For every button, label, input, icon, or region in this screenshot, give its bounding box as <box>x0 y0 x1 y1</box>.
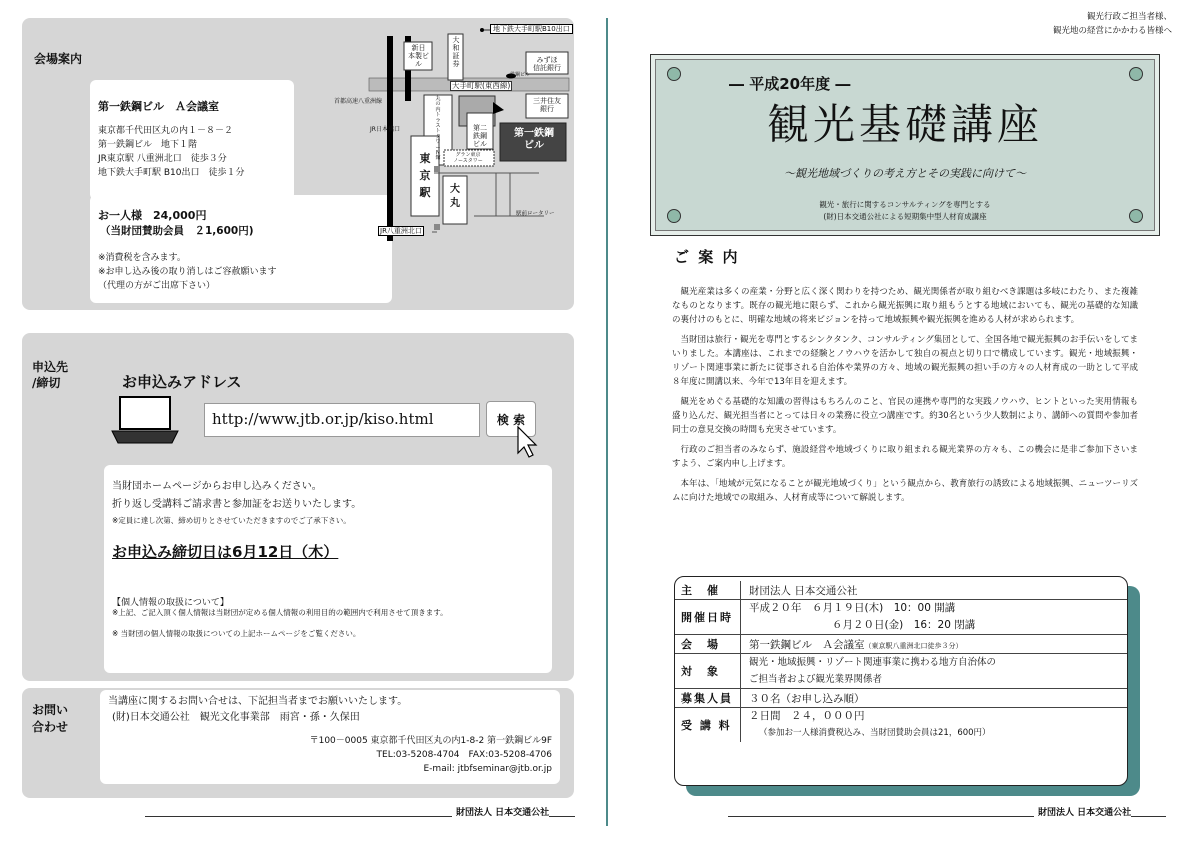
cursor-arrow-icon <box>516 425 540 459</box>
map-label-jr-yaesu: JR八重洲北口 <box>380 227 422 235</box>
row-value: 観光・地域振興・リゾート関連事業に携わる地方自治体の <box>749 657 997 668</box>
table-row <box>675 654 1127 689</box>
venue-map <box>314 18 576 258</box>
deadline-text: お申込み締切日は6月12日（木） <box>112 543 339 561</box>
contact-address: 〒100－0005 東京都千代田区丸の内1-8-2 第一鉄鋼ビル9F <box>309 736 552 746</box>
row-key: 開催日時 <box>675 600 741 634</box>
contact-box <box>100 690 560 784</box>
url-text: http://www.jtb.or.jp/kiso.html <box>212 410 434 428</box>
row-value: 平成２０年 ６月１９日(木) 10：00 開講 <box>749 602 956 614</box>
address-line: JR東京駅 八重洲北口 徒歩３分 <box>98 154 227 164</box>
venue-address-box <box>90 80 294 200</box>
pin-icon <box>1129 67 1143 81</box>
right-page <box>608 0 1190 841</box>
table-row <box>675 689 1127 708</box>
guide-body <box>672 285 1138 511</box>
table-row <box>675 708 1127 742</box>
venue-panel <box>22 18 574 310</box>
exit-marker <box>434 224 440 230</box>
info-table <box>674 576 1128 786</box>
apply-heading: 申込先 /締切 <box>32 360 69 390</box>
row-value: ３０名（お申し込み順） <box>749 692 865 705</box>
contact-line1: 当講座に関するお問い合せは、下記担当者までお願いいたします。 <box>108 696 408 707</box>
row-value: 財団法人 日本交通公社 <box>749 584 858 597</box>
guide-paragraph: 当財団は旅行・観光を専門とするシンクタンク、コンサルティング集団として、全国各地で観光振興のお手伝いをしてまいりました。本講座は、これまでの経験とノウハウを活かして独自の視点と切り口で構成しています。観光・地域振興・リゾート関連事業に新たに従事される自治体や業界の方々、地域の観光振興の担い手の方々の人材育成の一助として平成８年度に開講以来、今年で13年目を迎えます。 <box>672 335 1138 387</box>
guide-paragraph: 本年は、「地域が元気になることが観光地域づくり」という観点から、教育旅行の誘致による地域振興、ニューツーリズムに向けた地域での取組み、人材育成等について解説します。 <box>672 479 1138 503</box>
map-label-target: 第一鉄鋼 ビル <box>514 128 554 151</box>
venue-address <box>98 124 294 180</box>
map-label-daiwa: 大 和 証 券 <box>452 36 460 68</box>
guide-paragraph: 観光をめぐる基礎的な知識の習得はもちろんのこと、官民の連携や専門的な実践ノウハウ、ヒントといった実用情報も盛り込んだ、観光担当者にとっては日々の業務に役立つ講座です。約30名という少人数制により、講師への質問や参加者同士の意見交換の時間も充実させています。 <box>672 397 1138 435</box>
address-line: 地下鉄大手町駅 B10出口 徒歩１分 <box>98 168 245 178</box>
table-row <box>675 600 1127 635</box>
contact-heading: お問い 合わせ <box>32 703 69 734</box>
row-key: 受 講 料 <box>675 708 741 742</box>
map-label-subway-exit: 地下鉄大手町駅B10出口 <box>490 24 573 34</box>
fee-notes <box>98 251 277 293</box>
footer-left: 財団法人 日本交通公社 <box>452 805 549 818</box>
guide-paragraph: 観光産業は多くの産業・分野と広く深く関わりを持つため、観光関係者が取り組むべき課題は多岐にわたり、また複雑なものとなります。既存の観光地に限らず、これから観光振興に取り組もうとする地域においても、観光の基礎的な知識の裏付けのもとに、明確な地域の将来ビジョンを持って地域振興や観光振興を進める人材が求められます。 <box>672 287 1138 325</box>
apply-panel <box>22 333 574 681</box>
exit-marker <box>480 28 484 32</box>
apply-title: お申込みアドレス <box>122 373 242 391</box>
search-button[interactable]: 検 索 <box>486 401 536 437</box>
table-row <box>675 635 1127 654</box>
row-key: 会 場 <box>675 635 741 653</box>
venue-heading: 会場案内 <box>34 52 83 66</box>
hero-plaque <box>650 54 1160 236</box>
map-label-gran: グラン東京 ノースタワー <box>453 152 483 164</box>
map-label-shin-nittetsu: 新日 本製ビ ル <box>408 44 429 68</box>
row-note: （東京駅八重洲北口徒歩３分） <box>864 641 963 650</box>
map-label-otemachi: 大手町駅(東西線) <box>452 81 511 90</box>
row-note: （参加お一人様消費税込み、当財団賛助会員は21，600円） <box>759 728 991 738</box>
fee-member-text: （当財団賛助会員 ２1,600円) <box>100 225 254 237</box>
row-value: ご担当者および観光業界関係者 <box>749 674 883 685</box>
hero-year: ― 平成20年度 ― <box>729 75 851 93</box>
map-label-rotary: 駅前ロータリー <box>516 211 555 217</box>
privacy-title: 【個人情報の取扱について】 <box>112 598 229 608</box>
row-value: ２日間 ２４，０００円 <box>749 710 865 722</box>
contact-email[interactable]: E-mail: jtbfseminar@jtb.or.jp <box>423 764 552 774</box>
row-value: 第一鉄鋼ビル Ａ会議室 <box>749 638 865 651</box>
map-label-tekko: 鉄鋼ビル <box>510 72 531 78</box>
map-label-daimaru: 大 丸 <box>450 184 460 209</box>
map-label-mitsui: 三井住友 銀行 <box>533 97 561 113</box>
venue-name: 第一鉄鋼ビル Ａ会議室 <box>98 100 219 113</box>
table-row <box>675 581 1127 600</box>
fee-text: お一人様 24,000円 <box>98 209 207 222</box>
guide-heading: ご 案 内 <box>674 248 740 266</box>
pointer-arrow <box>493 102 504 114</box>
laptop-icon <box>110 395 180 447</box>
privacy-note-2: ※ 当財団の個人情報の取扱についての上記ホームページをご覧ください。 <box>112 629 361 638</box>
contact-tel: TEL:03-5208-4704 FAX:03-5208-4706 <box>376 750 552 760</box>
map-label-mizuho: みずほ 信託銀行 <box>533 56 561 72</box>
hero-subtitle: ～観光地域づくりの考え方とその実践に向けて～ <box>784 167 1026 180</box>
apply-line3: ※定員に達し次第、締め切りとさせていただきますのでご了承下さい。 <box>112 516 351 525</box>
apply-line1: 当財団ホームページからお申し込みください。 <box>112 481 322 492</box>
row-value: ６月２０日(金) 16：20 閉講 <box>832 619 976 631</box>
row-key: 主 催 <box>675 581 741 599</box>
guide-paragraph: 行政のご担当者のみならず、施設経営や地域づくりに取り組まれる観光業界の方々も、この機会に是非ご参加下さいますよう、ご案内申し上げます。 <box>672 445 1138 469</box>
url-field[interactable] <box>204 403 480 437</box>
map-label-jr-kitaguchi: JR日本橋口 <box>370 126 400 133</box>
audience-text: 観光行政ご担当者様、 観光地の経営にかかわる皆様へ <box>1052 12 1172 36</box>
map-label-daini: 第二 鉄鋼 ビル <box>473 124 487 148</box>
row-key: 対 象 <box>675 654 741 688</box>
contact-panel <box>22 688 574 798</box>
fee-note: ※消費税を含みます。 <box>98 253 186 263</box>
hero-desc-1: 観光・旅行に関するコンサルティングを専門とする <box>819 200 991 209</box>
map-label-marunouchi-trust: 丸 の 内 ト ラ ス ト タ ワ ー N 館 <box>435 96 441 162</box>
map-label-expressway: 首都高速八重洲線 <box>334 98 383 105</box>
address-line: 第一鉄鋼ビル 地下１階 <box>98 140 198 150</box>
rail-line-west <box>387 36 393 241</box>
address-line: 東京都千代田区丸の内１－８－２ <box>98 126 234 136</box>
apply-line2: 折り返し受講料ご請求書と参加証をお送りいたします。 <box>112 499 362 510</box>
fee-note: ※お申し込み後の取り消しはご容赦願います <box>98 267 277 277</box>
contact-line2: (財)日本交通公社 観光文化事業部 雨宮・孫・久保田 <box>112 712 360 723</box>
hero-title: 観光基礎講座 <box>766 100 1043 149</box>
map-label-tokyo-station: 東 京 駅 <box>419 152 431 199</box>
privacy-note-1: ※上記、ご記入頂く個人情報は当財団が定める個人情報の利用目的の範囲内で利用させて頂きます。 <box>112 608 448 617</box>
apply-detail-box <box>104 465 552 673</box>
row-key: 募集人員 <box>675 689 741 707</box>
fee-note: （代理の方がご出席下さい） <box>98 281 216 291</box>
pin-icon <box>667 67 681 81</box>
hero-desc-2: (財)日本交通公社による短期集中型人材育成講座 <box>823 212 987 221</box>
footer-right: 財団法人 日本交通公社 <box>1034 805 1131 818</box>
